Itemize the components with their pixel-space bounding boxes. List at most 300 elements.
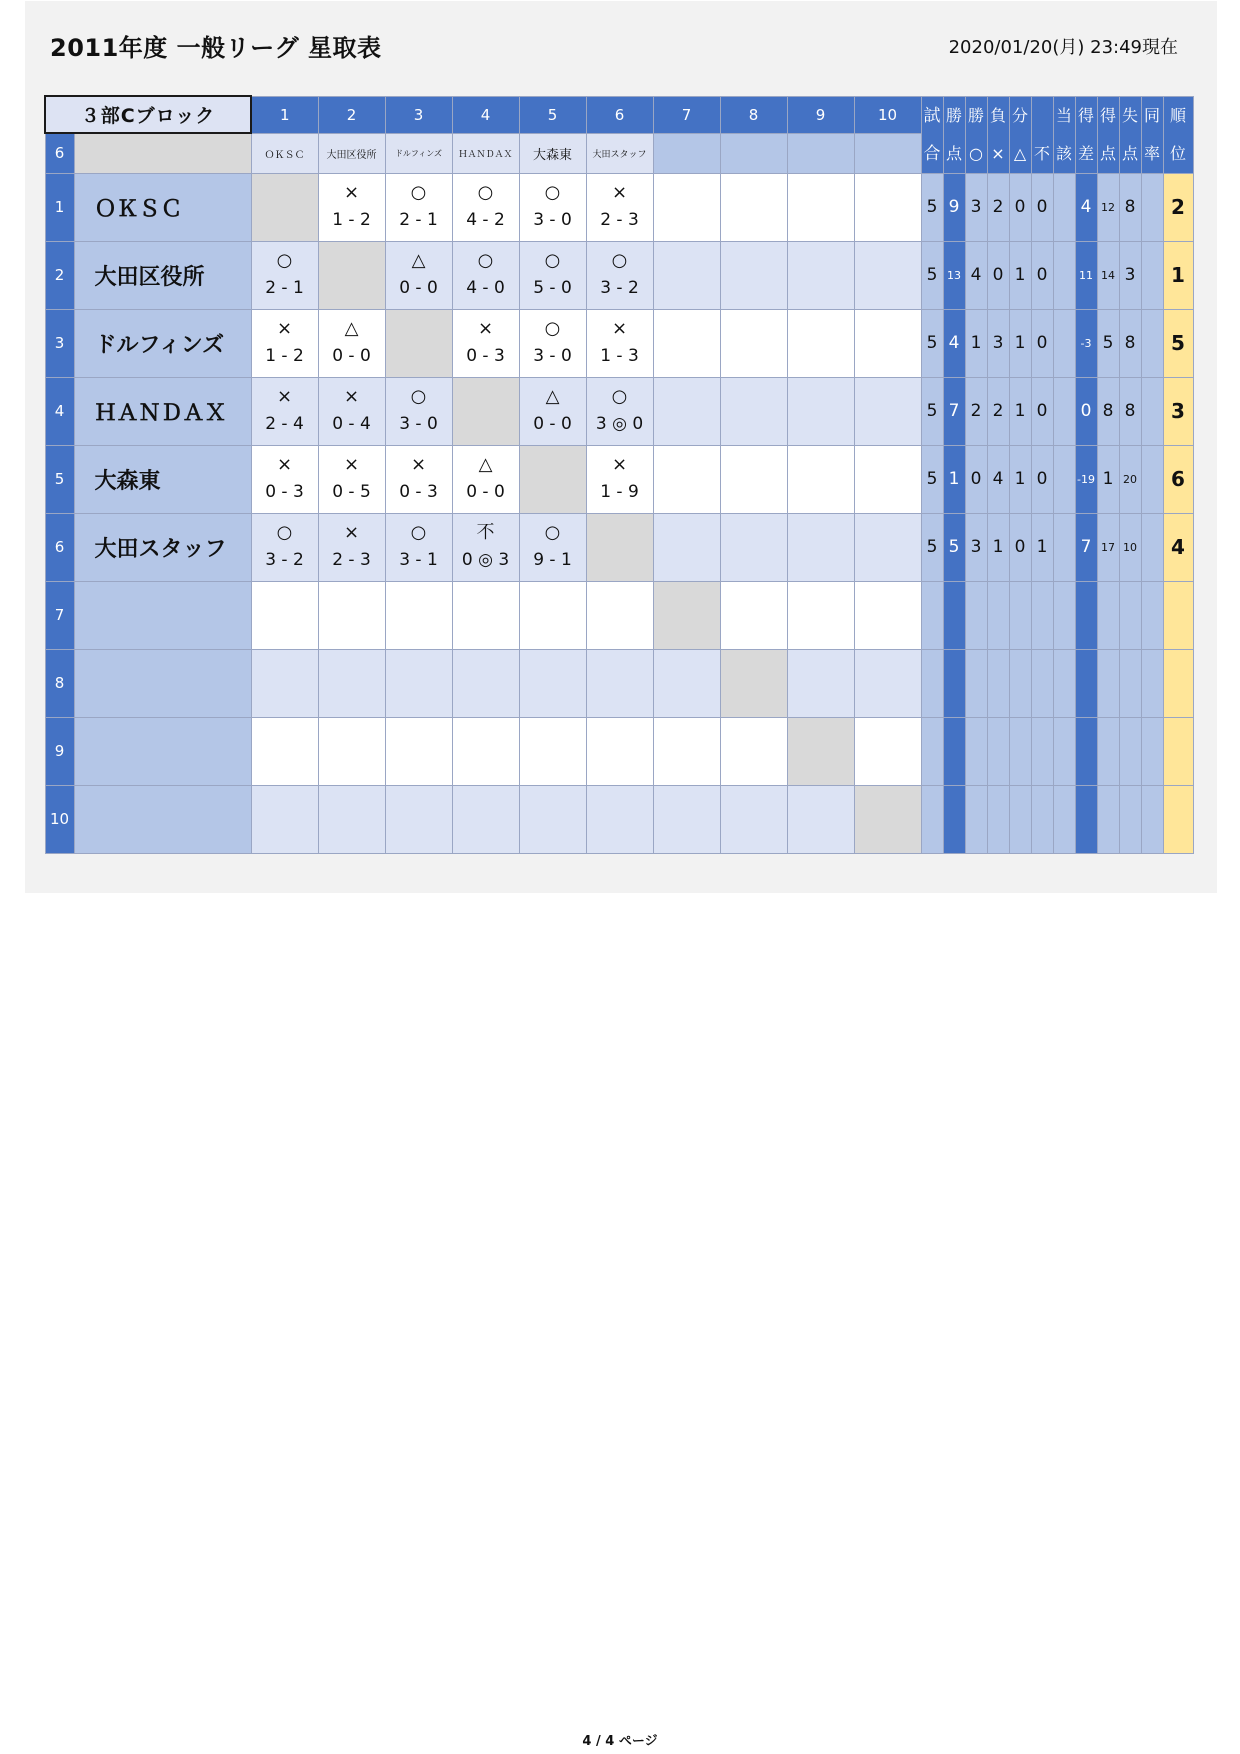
stat-value: 1	[1009, 377, 1031, 445]
result-mark: ×	[611, 318, 628, 339]
match-result-cell	[720, 173, 787, 241]
column-team-label	[653, 133, 720, 173]
match-score: 0 - 0	[399, 278, 438, 298]
match-result-cell	[385, 241, 452, 309]
stat-value	[1031, 581, 1053, 649]
match-score: 0 - 3	[265, 482, 304, 502]
match-result-cell	[653, 717, 720, 785]
result-mark	[319, 721, 385, 751]
match-result-cell	[653, 513, 720, 581]
team-row	[45, 785, 1193, 853]
stat-value	[1031, 649, 1053, 717]
diagonal-cell	[653, 581, 720, 649]
match-score	[788, 683, 854, 713]
match-score: 1 - 2	[265, 346, 304, 366]
match-score	[453, 411, 519, 441]
stat-value	[921, 649, 943, 717]
stat-value: 8	[1097, 377, 1119, 445]
match-score	[319, 751, 385, 781]
stat-value	[943, 649, 965, 717]
result-mark	[587, 721, 653, 751]
result-mark: ×	[477, 318, 494, 339]
stat-header: 同 率	[1141, 96, 1163, 173]
match-score	[587, 683, 653, 713]
match-score	[386, 343, 452, 373]
diagonal-cell	[452, 377, 519, 445]
result-mark	[721, 585, 787, 615]
match-result-cell	[452, 445, 519, 513]
result-mark	[654, 449, 720, 479]
match-score: 2 - 1	[265, 278, 304, 298]
stat-value: 3	[965, 173, 987, 241]
team-name	[74, 785, 251, 853]
match-result-cell	[519, 649, 586, 717]
result-mark: ○	[611, 250, 628, 271]
result-mark	[386, 313, 452, 343]
stat-value	[1141, 717, 1163, 785]
stat-value	[1009, 785, 1031, 853]
match-score: 1 - 3	[600, 346, 639, 366]
column-team-label: 大田スタッフ	[586, 133, 653, 173]
result-mark	[319, 245, 385, 275]
match-score	[386, 615, 452, 645]
match-score	[721, 819, 787, 849]
result-mark	[855, 653, 921, 683]
result-mark	[654, 313, 720, 343]
match-result-cell	[452, 513, 519, 581]
stat-value: 1	[1031, 513, 1053, 581]
result-mark	[252, 789, 318, 819]
stat-value: 5	[1097, 309, 1119, 377]
stat-header: 得 点	[1097, 96, 1119, 173]
result-mark	[654, 653, 720, 683]
team-name: 大森東	[74, 445, 251, 513]
row-number: 5	[45, 445, 74, 513]
standings-body	[45, 96, 1193, 853]
match-result-cell	[452, 581, 519, 649]
result-mark: ○	[544, 182, 561, 203]
result-mark	[788, 585, 854, 615]
match-score: 1 - 2	[332, 210, 371, 230]
result-mark	[386, 721, 452, 751]
result-mark: ×	[276, 454, 293, 475]
stat-value: 4	[1075, 173, 1097, 241]
page-title: 2011年度 一般リーグ 星取表	[50, 34, 382, 62]
match-result-cell	[787, 785, 854, 853]
match-score	[721, 683, 787, 713]
match-score: 3 - 2	[265, 550, 304, 570]
match-score: 3 - 1	[399, 550, 438, 570]
diagonal-cell	[586, 513, 653, 581]
stat-value	[1009, 649, 1031, 717]
match-result-cell	[385, 173, 452, 241]
stat-value: 3	[965, 513, 987, 581]
result-mark	[386, 585, 452, 615]
match-result-cell	[586, 241, 653, 309]
diagonal-cell	[854, 785, 921, 853]
stat-value	[1031, 717, 1053, 785]
stat-value: 0	[1009, 513, 1031, 581]
match-score: 4 - 2	[466, 210, 505, 230]
stat-value	[1097, 717, 1119, 785]
standings-table	[44, 95, 1194, 854]
match-result-cell	[385, 649, 452, 717]
stat-value: -3	[1075, 309, 1097, 377]
result-mark	[252, 177, 318, 207]
match-score: 0 - 0	[533, 414, 572, 434]
match-score: 9 - 1	[533, 550, 572, 570]
stat-value: 5	[921, 241, 943, 309]
stat-header: 得 差	[1075, 96, 1097, 173]
match-score	[654, 683, 720, 713]
match-score: 5 - 0	[533, 278, 572, 298]
match-result-cell	[586, 173, 653, 241]
stat-value	[1053, 785, 1075, 853]
result-mark	[788, 721, 854, 751]
stat-value	[921, 581, 943, 649]
stat-value	[1141, 445, 1163, 513]
team-count: 6	[45, 133, 74, 173]
match-score	[855, 207, 921, 237]
stat-value	[965, 717, 987, 785]
match-result-cell	[720, 377, 787, 445]
result-mark	[788, 381, 854, 411]
match-result-cell	[251, 649, 318, 717]
stat-value: 0	[1031, 309, 1053, 377]
match-score: 0 - 4	[332, 414, 371, 434]
match-score	[721, 479, 787, 509]
column-team-label: 大田区役所	[318, 133, 385, 173]
match-score	[252, 751, 318, 781]
match-result-cell	[452, 649, 519, 717]
stat-value	[943, 785, 965, 853]
row-number: 9	[45, 717, 74, 785]
team-row	[45, 309, 1193, 377]
team-row	[45, 717, 1193, 785]
column-number: 5	[519, 96, 586, 133]
match-score	[587, 615, 653, 645]
stat-value: 0	[965, 445, 987, 513]
match-score	[855, 275, 921, 305]
match-result-cell	[519, 173, 586, 241]
stat-value: 7	[943, 377, 965, 445]
match-score	[654, 207, 720, 237]
diagonal-cell	[318, 241, 385, 309]
match-score	[319, 615, 385, 645]
match-score	[788, 751, 854, 781]
match-score	[788, 547, 854, 577]
match-result-cell	[787, 241, 854, 309]
blank-header-cell	[74, 133, 251, 173]
match-score	[520, 819, 586, 849]
match-result-cell	[586, 581, 653, 649]
match-result-cell	[653, 173, 720, 241]
result-mark	[654, 245, 720, 275]
match-score	[855, 547, 921, 577]
result-mark	[587, 585, 653, 615]
result-mark	[520, 721, 586, 751]
stat-value	[1163, 717, 1193, 785]
match-score	[788, 275, 854, 305]
column-number: 3	[385, 96, 452, 133]
row-number: 2	[45, 241, 74, 309]
stat-value	[943, 581, 965, 649]
match-result-cell	[318, 173, 385, 241]
result-mark	[453, 653, 519, 683]
match-result-cell	[251, 717, 318, 785]
match-score	[654, 615, 720, 645]
match-result-cell	[854, 377, 921, 445]
stat-value: 5	[921, 513, 943, 581]
match-result-cell	[854, 173, 921, 241]
stat-value	[1163, 785, 1193, 853]
column-number: 7	[653, 96, 720, 133]
result-mark	[788, 449, 854, 479]
stat-header: 当 該	[1053, 96, 1075, 173]
match-result-cell	[251, 445, 318, 513]
result-mark	[587, 653, 653, 683]
match-score	[654, 343, 720, 373]
stat-header: 順 位	[1163, 96, 1193, 173]
stat-value: 20	[1119, 445, 1141, 513]
match-score: 0 - 0	[332, 346, 371, 366]
stat-value: 1	[987, 513, 1009, 581]
match-result-cell	[720, 717, 787, 785]
stat-value	[1163, 649, 1193, 717]
match-result-cell	[653, 649, 720, 717]
stat-value: 1	[943, 445, 965, 513]
stat-value: 0	[1031, 241, 1053, 309]
result-mark: ×	[410, 454, 427, 475]
result-mark: ○	[477, 182, 494, 203]
stat-value: 0	[1031, 377, 1053, 445]
match-score	[654, 479, 720, 509]
result-mark	[721, 177, 787, 207]
result-mark: ×	[343, 454, 360, 475]
column-number: 1	[251, 96, 318, 133]
team-name	[74, 581, 251, 649]
result-mark: ×	[611, 182, 628, 203]
match-score	[721, 615, 787, 645]
result-mark	[855, 585, 921, 615]
match-result-cell	[586, 445, 653, 513]
match-result-cell	[385, 717, 452, 785]
match-result-cell	[586, 309, 653, 377]
match-result-cell	[854, 717, 921, 785]
result-mark	[453, 585, 519, 615]
match-score	[453, 751, 519, 781]
result-mark	[319, 789, 385, 819]
team-name	[74, 717, 251, 785]
result-mark	[855, 449, 921, 479]
result-mark: ○	[611, 386, 628, 407]
row-number: 8	[45, 649, 74, 717]
result-mark	[855, 313, 921, 343]
result-mark: ×	[343, 386, 360, 407]
stat-value: -19	[1075, 445, 1097, 513]
match-result-cell	[787, 581, 854, 649]
result-mark: ○	[410, 522, 427, 543]
match-result-cell	[385, 581, 452, 649]
stat-header: 失 点	[1119, 96, 1141, 173]
stat-value	[1141, 377, 1163, 445]
column-team-label: 大森東	[519, 133, 586, 173]
diagonal-cell	[787, 717, 854, 785]
match-result-cell	[787, 649, 854, 717]
team-row	[45, 241, 1193, 309]
match-result-cell	[854, 309, 921, 377]
match-result-cell	[720, 445, 787, 513]
result-mark	[319, 585, 385, 615]
result-mark	[788, 653, 854, 683]
match-score: 0 - 5	[332, 482, 371, 502]
match-score: 0 - 3	[399, 482, 438, 502]
diagonal-cell	[720, 649, 787, 717]
match-result-cell	[787, 377, 854, 445]
stat-value: 2	[987, 173, 1009, 241]
match-result-cell	[519, 309, 586, 377]
match-score	[654, 275, 720, 305]
result-mark: ×	[343, 522, 360, 543]
match-result-cell	[519, 581, 586, 649]
match-score	[654, 411, 720, 441]
team-row	[45, 513, 1193, 581]
match-result-cell	[318, 377, 385, 445]
result-mark: 不	[476, 522, 495, 543]
stat-value: 0	[1031, 445, 1053, 513]
match-score	[855, 819, 921, 849]
page-footer: 4 / 4 ページ	[582, 1734, 658, 1749]
result-mark: ○	[276, 522, 293, 543]
stat-value	[1053, 649, 1075, 717]
stat-value: 2	[1163, 173, 1193, 241]
match-result-cell	[318, 649, 385, 717]
stat-value	[965, 785, 987, 853]
stat-value: 4	[943, 309, 965, 377]
stat-value: 0	[1009, 173, 1031, 241]
stat-value	[1031, 785, 1053, 853]
stat-value	[987, 717, 1009, 785]
match-score: 3 - 0	[399, 414, 438, 434]
result-mark	[788, 177, 854, 207]
stat-value	[1075, 785, 1097, 853]
match-score	[252, 207, 318, 237]
match-result-cell	[787, 445, 854, 513]
match-score: 4 - 0	[466, 278, 505, 298]
match-result-cell	[251, 785, 318, 853]
match-result-cell	[787, 309, 854, 377]
team-row	[45, 649, 1193, 717]
match-result-cell	[251, 513, 318, 581]
stat-value: 2	[965, 377, 987, 445]
row-number: 6	[45, 513, 74, 581]
column-number: 8	[720, 96, 787, 133]
match-score	[788, 819, 854, 849]
match-score	[520, 683, 586, 713]
result-mark	[654, 721, 720, 751]
stat-value	[1141, 649, 1163, 717]
result-mark	[721, 449, 787, 479]
row-number: 7	[45, 581, 74, 649]
stat-value	[1053, 241, 1075, 309]
stat-header: 不	[1031, 96, 1053, 173]
team-name: ＨＡＮＤＡＸ	[74, 377, 251, 445]
match-result-cell	[854, 241, 921, 309]
match-result-cell	[452, 241, 519, 309]
column-number: 9	[787, 96, 854, 133]
stat-value: 1	[1163, 241, 1193, 309]
match-score	[788, 207, 854, 237]
result-mark	[520, 585, 586, 615]
stat-value	[921, 717, 943, 785]
stat-value: 5	[921, 445, 943, 513]
match-score	[721, 411, 787, 441]
diagonal-cell	[519, 445, 586, 513]
match-score	[520, 751, 586, 781]
stat-value	[1119, 649, 1141, 717]
stat-value	[1141, 241, 1163, 309]
stat-header: 試 合	[921, 96, 943, 173]
match-result-cell	[519, 377, 586, 445]
stat-value	[1119, 581, 1141, 649]
match-score	[319, 275, 385, 305]
match-score	[453, 683, 519, 713]
result-mark	[252, 585, 318, 615]
stat-value: 1	[1009, 241, 1031, 309]
stat-value	[1053, 717, 1075, 785]
result-mark	[520, 449, 586, 479]
stat-value: 4	[1163, 513, 1193, 581]
result-mark	[721, 721, 787, 751]
match-score	[788, 343, 854, 373]
stat-value	[987, 649, 1009, 717]
result-mark	[788, 245, 854, 275]
result-mark: ○	[410, 386, 427, 407]
stat-value	[1009, 581, 1031, 649]
match-score: 0 - 3	[466, 346, 505, 366]
match-score: 3 - 0	[533, 346, 572, 366]
match-result-cell	[318, 717, 385, 785]
match-result-cell	[318, 581, 385, 649]
match-score	[520, 479, 586, 509]
stat-value: 3	[987, 309, 1009, 377]
match-result-cell	[653, 309, 720, 377]
result-mark	[721, 381, 787, 411]
match-score	[453, 615, 519, 645]
match-result-cell	[586, 649, 653, 717]
result-mark	[788, 789, 854, 819]
stat-value	[1163, 581, 1193, 649]
match-score	[587, 751, 653, 781]
result-mark	[453, 789, 519, 819]
match-score	[721, 207, 787, 237]
match-result-cell	[586, 785, 653, 853]
stat-value: 1	[1009, 309, 1031, 377]
team-row	[45, 377, 1193, 445]
match-score	[721, 751, 787, 781]
stat-value: 5	[921, 377, 943, 445]
block-name: ３部Cブロック	[45, 96, 251, 133]
match-result-cell	[452, 785, 519, 853]
team-row	[45, 581, 1193, 649]
result-mark	[520, 653, 586, 683]
stat-value: 0	[987, 241, 1009, 309]
match-score: 0 - 0	[466, 482, 505, 502]
stat-value	[1141, 173, 1163, 241]
row-number: 10	[45, 785, 74, 853]
match-score	[855, 615, 921, 645]
result-mark	[453, 721, 519, 751]
